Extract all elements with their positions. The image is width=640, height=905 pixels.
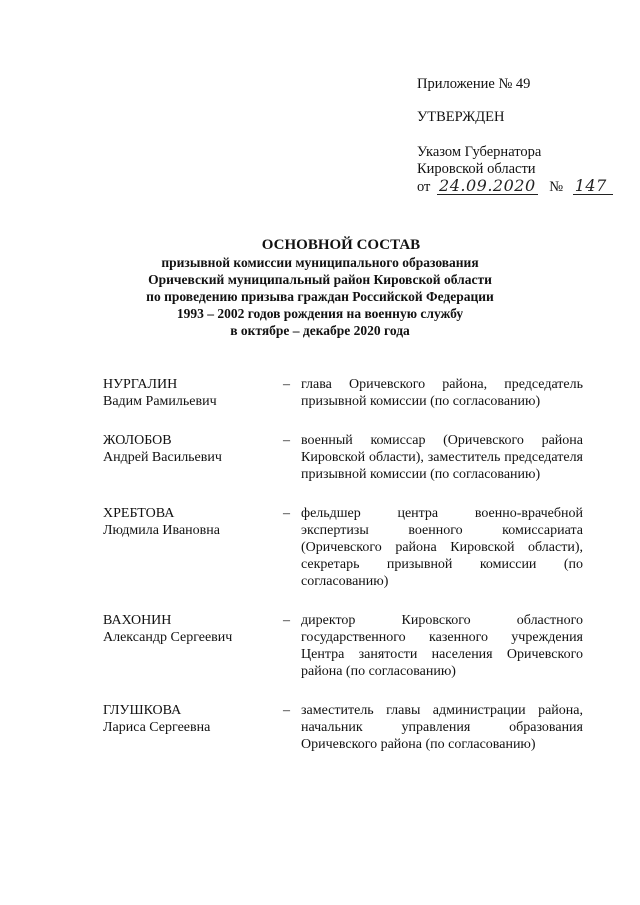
member-given-name: Вадим Рамильевич bbox=[103, 394, 217, 409]
member-dash: – bbox=[283, 506, 290, 521]
member-entry bbox=[103, 432, 583, 483]
member-dash: – bbox=[283, 433, 290, 448]
member-given-name: Андрей Васильевич bbox=[103, 450, 222, 465]
member-surname: НУРГАЛИН bbox=[103, 377, 178, 392]
member-name bbox=[103, 376, 283, 410]
member-surname: ВАХОНИН bbox=[103, 613, 172, 628]
member-surname: ГЛУШКОВА bbox=[103, 703, 182, 718]
member-entry bbox=[103, 376, 583, 410]
member-name bbox=[103, 612, 283, 680]
member-dash: – bbox=[283, 377, 290, 392]
member-dash: – bbox=[283, 613, 290, 628]
date-prefix: от bbox=[417, 179, 431, 195]
member-given-name: Александр Сергеевич bbox=[103, 630, 233, 645]
title-line: по проведению призыва граждан Российской Федерации bbox=[146, 289, 494, 304]
member-entry bbox=[103, 702, 583, 753]
title-line: призывной комиссии муниципального образования bbox=[161, 255, 479, 270]
decree-line-1: Указом Губернатора bbox=[417, 144, 542, 160]
member-name bbox=[103, 505, 283, 590]
member-given-name: Лариса Сергеевна bbox=[103, 720, 211, 735]
title-line: 1993 – 2002 годов рождения на военную службу bbox=[176, 306, 464, 321]
number-label: № bbox=[549, 179, 564, 195]
decree-line-2: Кировской области bbox=[417, 161, 536, 177]
member-entry bbox=[103, 505, 583, 590]
member-entry bbox=[103, 612, 583, 680]
document-title bbox=[0, 236, 640, 339]
member-role: директор Кировского областного государственного казенного учреждения Центра занятости населения Оричевского района (по согласованию) bbox=[301, 613, 583, 679]
member-name bbox=[103, 432, 283, 483]
member-name bbox=[103, 702, 283, 753]
member-role: глава Оричевского района, председатель призывной комиссии (по согласованию) bbox=[301, 377, 583, 409]
appendix-number: Приложение № 49 bbox=[417, 76, 531, 92]
member-dash: – bbox=[283, 703, 290, 718]
approved-stamp: УТВЕРЖДЕН bbox=[417, 109, 505, 125]
handwritten-number: 147 bbox=[573, 178, 613, 195]
title-line: в октябре – декабре 2020 года bbox=[230, 323, 410, 338]
members-list bbox=[103, 376, 583, 775]
member-role: фельдшер центра военно-врачебной экспертизы военного комиссариата (Оричевского района Кировской области), секретарь призывной комиссии (по согласованию) bbox=[301, 506, 583, 589]
handwritten-date: 24.09.2020 bbox=[439, 176, 536, 195]
title-line: Оричевский муниципальный район Кировской области bbox=[148, 272, 492, 287]
title-main: ОСНОВНОЙ СОСТАВ bbox=[261, 237, 421, 253]
member-role: заместитель главы администрации района, начальник управления образования Оричевского района (по согласованию) bbox=[301, 703, 583, 752]
member-surname: ЖОЛОБОВ bbox=[103, 433, 172, 448]
member-given-name: Людмила Ивановна bbox=[103, 523, 220, 538]
decree-date-number bbox=[417, 178, 613, 196]
approval-block bbox=[417, 76, 613, 196]
member-role: военный комиссар (Оричевского района Кировской области), заместитель председателя призывной комиссии (по согласованию) bbox=[301, 433, 583, 482]
member-surname: ХРЕБТОВА bbox=[103, 506, 175, 521]
